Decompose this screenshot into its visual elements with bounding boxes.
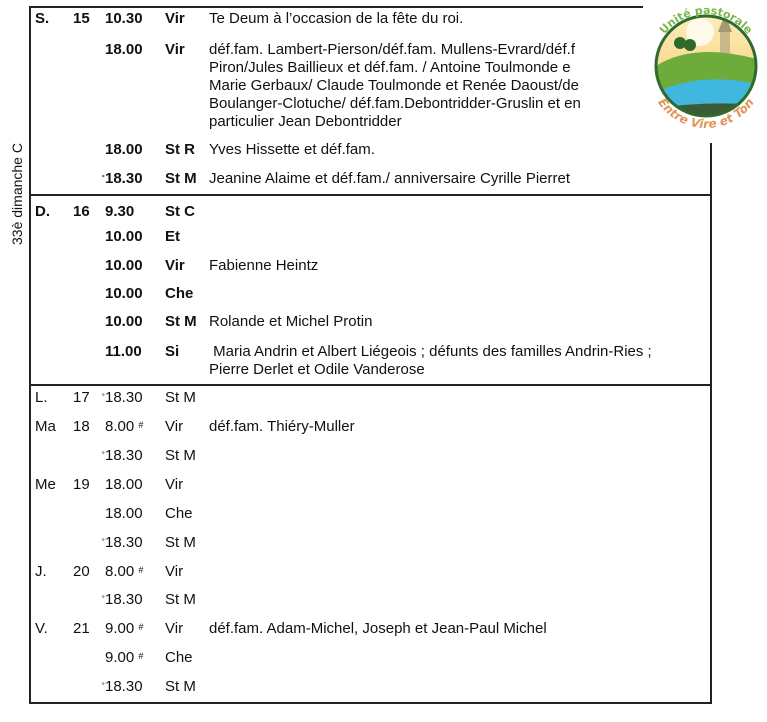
time-value: 9.00 (105, 649, 135, 666)
mass-time (105, 563, 143, 581)
hash-symbol: # (138, 622, 144, 632)
time-value: 8.00 (105, 418, 135, 435)
place-code: Vir (165, 418, 184, 435)
mass-time (102, 591, 143, 609)
place-code: Vir (165, 257, 185, 274)
hash-symbol: # (138, 565, 144, 575)
mass-time (105, 257, 143, 275)
intention-text: Rolande et Michel Protin (209, 313, 373, 330)
place-code: Che (165, 649, 193, 666)
time-value: 18.30 (105, 447, 143, 464)
mass-time (105, 41, 143, 59)
mass-time (105, 203, 134, 221)
day-label: S. (35, 10, 50, 27)
intention-text: déf.fam. Thiéry-Muller (209, 418, 355, 435)
place-code: St M (165, 389, 196, 406)
place-code: Vir (165, 10, 185, 27)
mass-time (102, 678, 143, 696)
time-value: 10.00 (105, 257, 143, 274)
table-left-border (29, 6, 31, 704)
hash-symbol: # (138, 651, 144, 661)
hash-symbol: # (138, 420, 144, 430)
mass-time (105, 418, 143, 436)
svg-text:Entre Vire et Ton: Entre Vire et Ton (655, 95, 757, 132)
place-code: Che (165, 505, 193, 522)
mass-time (105, 476, 143, 494)
time-value: 9.00 (105, 620, 135, 637)
time-value: 18.00 (105, 41, 143, 58)
day-label: D. (35, 203, 50, 220)
mass-time (102, 447, 143, 465)
day-number: 21 (73, 620, 90, 637)
intention-text: Maria Andrin et Albert Liégeois ; défunts des familles Andrin-Ries ; Pierre Derlet et Odile Vanderose (209, 343, 652, 378)
time-value: 11.00 (105, 343, 142, 360)
mass-time (105, 649, 143, 667)
intention-text: déf.fam. Lambert-Pierson/déf.fam. Mullens-Evrard/déf.f Piron/Jules Baillieux et déf.fam. / Antoine Toulmonde e Marie Gerbaux/ Claude Toulmonde et Renée Daoust/de Boulanger-Clotuche/ déf.fam.Debontridder-Gruslin et en particulier Jean Debontridder (209, 41, 581, 130)
mark-symbol: ˚ (102, 174, 105, 184)
day-label: V. (35, 620, 48, 637)
day-label: Ma (35, 418, 56, 435)
week-label: 33è dimanche C (9, 143, 25, 245)
mass-time (105, 141, 143, 159)
time-value: 18.30 (105, 534, 143, 551)
mark-symbol: ˚ (102, 538, 105, 548)
place-code: St M (165, 591, 196, 608)
day-number: 17 (73, 389, 90, 406)
section-divider (29, 384, 712, 386)
place-code: Vir (165, 476, 184, 493)
table-bottom-border (29, 702, 712, 704)
time-value: 18.00 (105, 505, 143, 522)
section-divider (29, 194, 712, 196)
place-code: Si (165, 343, 180, 360)
intention-text: Yves Hissette et déf.fam. (209, 141, 375, 158)
mark-symbol: ˚ (102, 393, 105, 403)
place-code: Che (165, 285, 194, 302)
time-value: 10.00 (105, 228, 143, 245)
place-code: St M (165, 170, 197, 187)
intention-text: Jeanine Alaime et déf.fam./ anniversaire Cyrille Pierret (209, 170, 570, 187)
intention-text: Te Deum à l’occasion de la fête du roi. (209, 10, 464, 27)
time-value: 18.30 (105, 591, 143, 608)
mass-time (105, 285, 143, 303)
table-right-border (710, 143, 712, 704)
time-value: 18.00 (105, 476, 143, 493)
place-code: St C (165, 203, 195, 220)
mass-time (105, 10, 143, 28)
time-value: 10.00 (105, 313, 143, 330)
time-value: 10.30 (105, 10, 143, 27)
mass-time (105, 505, 143, 523)
intention-text: Fabienne Heintz (209, 257, 319, 274)
time-value: 18.30 (105, 170, 143, 187)
intention-text: déf.fam. Adam-Michel, Joseph et Jean-Paul Michel (209, 620, 547, 637)
day-label: L. (35, 389, 48, 406)
time-value: 18.00 (105, 141, 143, 158)
place-code: St M (165, 447, 196, 464)
time-value: 18.30 (105, 678, 143, 695)
time-value: 10.00 (105, 285, 143, 302)
place-code: St M (165, 313, 197, 330)
mass-time (102, 534, 143, 552)
day-number: 19 (73, 476, 90, 493)
mass-time (102, 170, 143, 188)
day-label: J. (35, 563, 47, 580)
day-number: 16 (73, 203, 90, 220)
day-number: 20 (73, 563, 90, 580)
time-value: 18.30 (105, 389, 143, 406)
day-label: Me (35, 476, 56, 493)
mass-time (105, 228, 143, 246)
place-code: Vir (165, 41, 185, 58)
svg-text:Unité pastorale: Unité pastorale (656, 3, 756, 37)
place-code: St R (165, 141, 195, 158)
mark-symbol: ˚ (102, 595, 105, 605)
day-number: 18 (73, 418, 90, 435)
mass-time (102, 389, 143, 407)
mass-time (105, 620, 143, 638)
table-top-border (29, 6, 643, 8)
place-code: Vir (165, 563, 184, 580)
place-code: St M (165, 678, 196, 695)
place-code: St M (165, 534, 196, 551)
time-value: 9.30 (105, 203, 135, 220)
day-number: 15 (73, 10, 90, 27)
place-code: Et (165, 228, 180, 245)
mass-time (105, 343, 142, 361)
mass-time (105, 313, 143, 331)
time-value: 8.00 (105, 563, 135, 580)
mark-symbol: ˚ (102, 682, 105, 692)
parish-logo (640, 0, 767, 135)
place-code: Vir (165, 620, 184, 637)
mark-symbol: ˚ (102, 451, 105, 461)
